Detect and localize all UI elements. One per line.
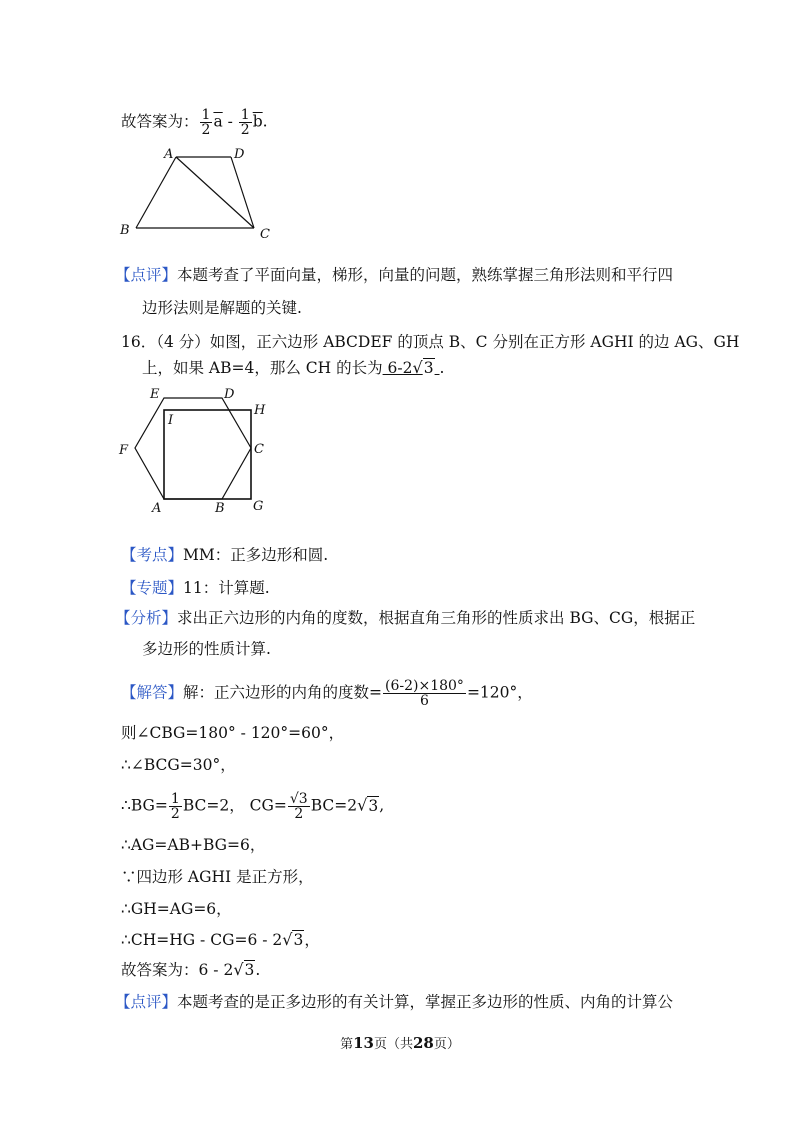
q16-line2: 上，如果 AB=4，那么 CH 的长为 6-2√3 . bbox=[142, 358, 445, 377]
step-6: ∴GH=AG=6， bbox=[121, 900, 232, 918]
label-B: B bbox=[215, 501, 225, 516]
zhuanti-line: 【专题】11：计算题. bbox=[121, 579, 270, 597]
label-C: C bbox=[260, 227, 270, 242]
label-I: I bbox=[168, 413, 174, 428]
kaodian-line: 【考点】MM：正多边形和圆. bbox=[121, 546, 329, 564]
label-B: B bbox=[120, 223, 130, 238]
step-4: ∴AG=AB+BG=6， bbox=[121, 836, 266, 854]
label-E: E bbox=[150, 387, 160, 402]
step-1: 则∠CBG=180° - 120°=60°， bbox=[121, 724, 345, 742]
fraction: $\frac{1}{2}$ bbox=[170, 791, 180, 822]
fraction: $\frac{√3}{2}$ bbox=[289, 791, 308, 822]
fenxi-line2: 多边形的性质计算. bbox=[142, 640, 271, 658]
step-2: ∴∠BCG=30°， bbox=[121, 756, 236, 774]
label-H: H bbox=[254, 403, 266, 418]
label-C: C bbox=[254, 442, 264, 457]
fraction: $\frac{(6-2)\times 180^\circ}{6}$ bbox=[385, 678, 464, 709]
trapezoid-figure bbox=[116, 144, 286, 244]
label-A: A bbox=[164, 147, 174, 162]
comment-2-line1: 【点评】本题考查的是正多边形的有关计算，掌握正多边形的性质、内角的计算公 bbox=[115, 993, 674, 1011]
label-D: D bbox=[224, 387, 235, 402]
q16-line1: 16．（4 分）如图，正六边形 ABCDEF 的顶点 B、C 分别在正方形 AGHI 的边 AG、GH bbox=[121, 333, 740, 351]
label-G: G bbox=[253, 499, 264, 514]
step-7: ∴CH=HG - CG=6 - 2√3， bbox=[121, 930, 320, 949]
page-number: 13 bbox=[353, 1034, 374, 1052]
fenxi-line1: 【分析】求出正六边形的内角的度数，根据直角三角形的性质求出 BG、CG，根据正 bbox=[115, 609, 696, 627]
vector-b: $\overline{b}$ bbox=[252, 112, 263, 131]
step-5: ∵四边形 AGHI 是正方形， bbox=[121, 868, 314, 886]
comment-tag: 【点评】 bbox=[115, 266, 178, 284]
comment-1-line1: 【点评】本题考查了平面向量，梯形，向量的问题，熟练掌握三角形法则和平行四 bbox=[115, 266, 674, 284]
step-3: ∴BG= $\frac{1}{2}$ BC=2， CG= $\frac{√3}{2}$ BC=2√3, bbox=[121, 791, 385, 822]
label-F: F bbox=[119, 443, 129, 458]
fraction: $\frac{1}{2}$ bbox=[201, 107, 211, 138]
step-8: 故答案为：6 - 2√3. bbox=[121, 960, 261, 979]
answer-line: 故答案为： $\frac{1}{2}$ $\overline{a}$ - $\frac{1}{2}$ $\overline{b}$. bbox=[121, 107, 268, 138]
jieda-line: 【解答】解：正六边形的内角的度数= $\frac{(6-2)\times 180^\circ}{6}$ =120°， bbox=[121, 678, 533, 709]
comment-1-line2: 边形法则是解题的关键. bbox=[142, 299, 302, 317]
page-total: 28 bbox=[413, 1034, 434, 1052]
answer-blank: 6-2√3 bbox=[382, 358, 434, 377]
vector-a: $\overline{a}$ bbox=[213, 112, 223, 131]
fraction: $\frac{1}{2}$ bbox=[240, 107, 250, 138]
label-A: A bbox=[152, 501, 162, 516]
page-footer: 第13页（共28页） bbox=[340, 1034, 460, 1052]
label-D: D bbox=[234, 147, 245, 162]
hexagon-square-figure bbox=[116, 384, 276, 516]
